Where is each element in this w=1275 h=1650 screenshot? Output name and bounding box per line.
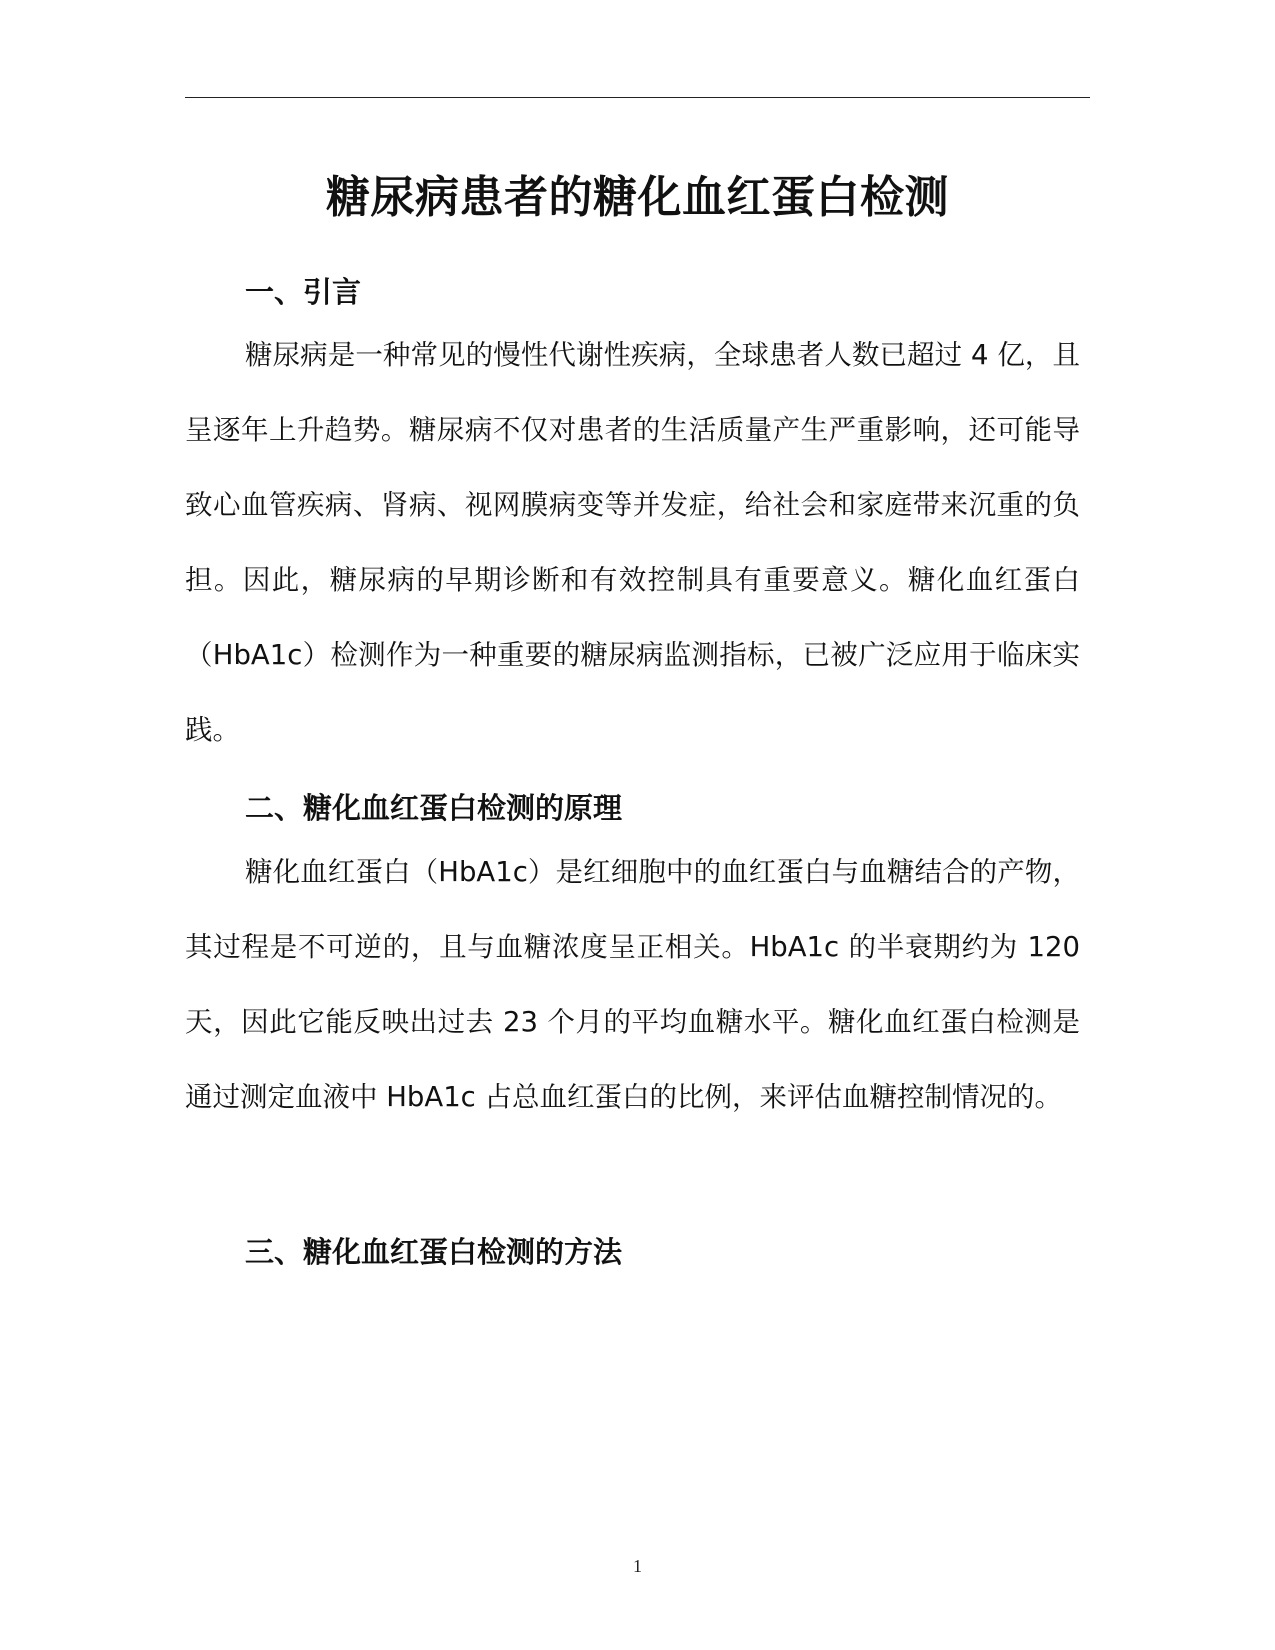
section-paragraph-introduction: 糖尿病是一种常见的慢性代谢性疾病，全球患者人数已超过 4 亿，且呈逐年上升趋势。糖尿病不仅对患者的生活质量产生严重影响，还可能导致心血管疾病、肾病、视网膜病变等并发症，给社会和家庭带来沉重的负担。因此，糖尿病的早期诊断和有效控制具有重要意义。糖化血红蛋白（HbA1c）检测作为一种重要的糖尿病监测指标，已被广泛应用于临床实践。: [185, 339, 1080, 746]
section-paragraph-principle: 糖化血红蛋白（HbA1c）是红细胞中的血红蛋白与血糖结合的产物，其过程是不可逆的，且与血糖浓度呈正相关。HbA1c 的半衰期约为 120 天，因此它能反映出过去 23 个月的平均血糖水平。糖化血红蛋白检测是通过测定血液中 HbA1c 占总血红蛋白的比例，来评估血糖控制情况的。: [185, 856, 1080, 1113]
header-rule: [185, 97, 1090, 98]
document-title: 糖尿病患者的糖化血红蛋白检测: [326, 172, 949, 223]
section-heading-method: 三、糖化血红蛋白检测的方法: [245, 1235, 623, 1269]
section-heading-introduction: 一、引言: [245, 275, 362, 309]
section-heading-principle: 二、糖化血红蛋白检测的原理: [245, 791, 623, 825]
page-number: 1: [633, 1556, 642, 1576]
